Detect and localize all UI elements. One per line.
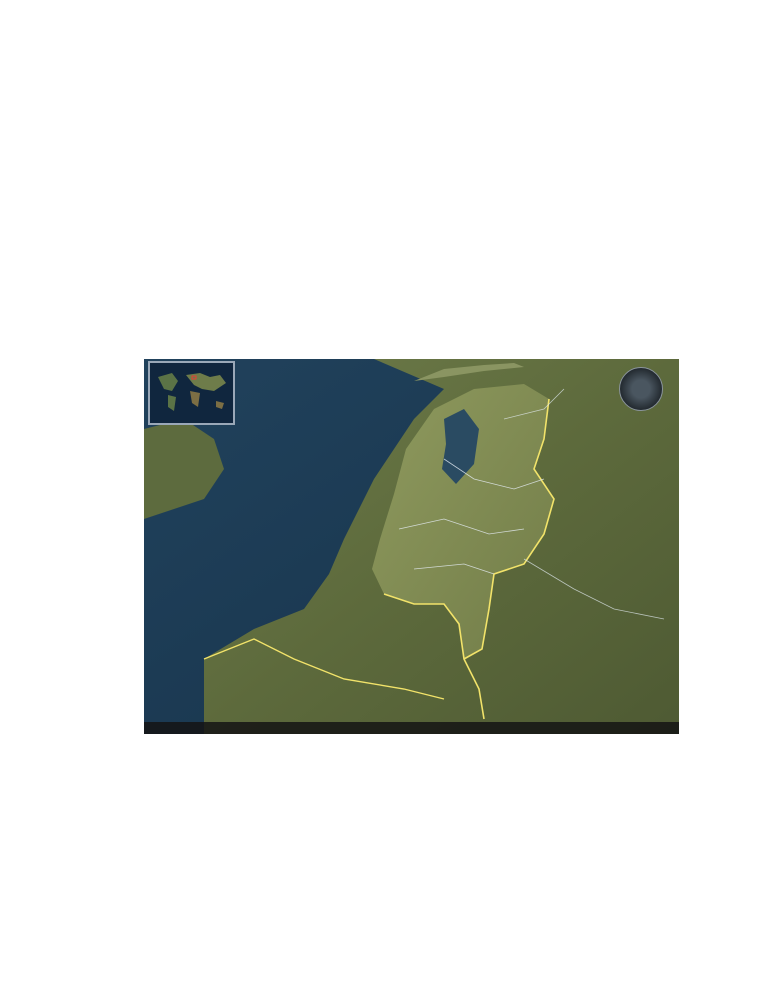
map-status-bar (144, 722, 679, 734)
google-earth-map-image (144, 359, 679, 734)
compass-control[interactable] (619, 367, 663, 411)
world-minimap-svg (150, 363, 233, 423)
overview-minimap[interactable] (148, 361, 235, 425)
